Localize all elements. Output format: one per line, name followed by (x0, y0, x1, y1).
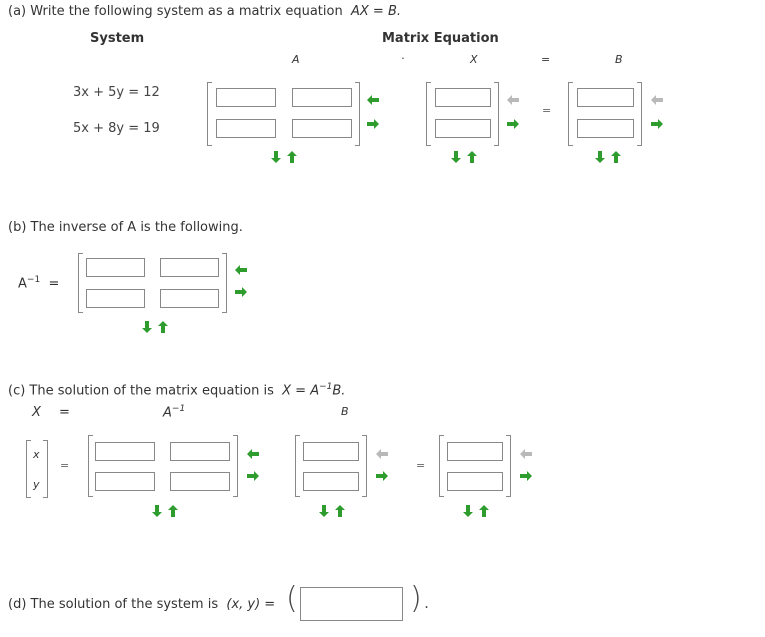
equals-sign: = (60, 459, 70, 472)
part-b-prompt: (b) The inverse of A is the following. (8, 220, 243, 235)
label-B: B (341, 405, 349, 418)
add-column-arrow-icon[interactable] (506, 118, 520, 130)
remove-column-arrow-icon (506, 94, 520, 106)
remove-column-arrow-icon[interactable] (366, 94, 380, 106)
close-paren: ). (410, 581, 432, 616)
matrix-A-inverse-cell-11[interactable] (86, 258, 145, 277)
matrix-c-B-left-bracket (295, 435, 300, 497)
matrix-c-A-inverse-cell-21[interactable] (95, 472, 155, 491)
add-row-arrow-icon[interactable] (594, 150, 606, 164)
part-d-prompt: (d) The solution of the system is (x, y) = (8, 597, 276, 612)
matrix-A-left-bracket (207, 82, 212, 146)
part-c-prompt: (c) The solution of the matrix equation is $X = A^{-1}B$. (8, 382, 346, 399)
A-inverse-label: $A^{-1}$ = (18, 275, 60, 292)
label-A: A (292, 53, 300, 66)
label-eq: = (541, 53, 551, 66)
matrix-c-B-cell-1[interactable] (303, 442, 359, 461)
label-eq: = (59, 405, 70, 420)
label-dot: · (401, 52, 405, 65)
add-column-arrow-icon[interactable] (519, 470, 533, 482)
matrix-B-cell-1[interactable] (577, 88, 634, 107)
matrix-A-inverse-right-bracket (222, 253, 227, 313)
matrix-c-A-inverse-cell-11[interactable] (95, 442, 155, 461)
system-eq-2: 5x + 8y = 19 (73, 121, 160, 136)
matrix-A-right-bracket (355, 82, 360, 146)
remove-row-arrow-icon[interactable] (610, 150, 622, 164)
remove-column-arrow-icon[interactable] (234, 264, 248, 276)
add-column-arrow-icon[interactable] (234, 286, 248, 298)
system-header: System (90, 31, 145, 46)
matrix-A-inverse-left-bracket (78, 253, 83, 313)
add-row-arrow-icon[interactable] (450, 150, 462, 164)
add-column-arrow-icon[interactable] (375, 470, 389, 482)
matrix-A-cell-12[interactable] (292, 88, 352, 107)
matrix-B-right-bracket (637, 82, 642, 146)
matrix-c-A-inverse-cell-22[interactable] (170, 472, 230, 491)
remove-column-arrow-icon (650, 94, 664, 106)
matrix-A-inverse-cell-21[interactable] (86, 289, 145, 308)
open-paren: ( (286, 581, 298, 616)
remove-row-arrow-icon[interactable] (286, 150, 298, 164)
matrix-c-result-cell-1[interactable] (447, 442, 503, 461)
matrix-A-inverse-cell-12[interactable] (160, 258, 219, 277)
part-a-prompt: (a) Write the following system as a matrix equation AX = B. (8, 4, 401, 19)
label-B: B (615, 53, 623, 66)
equals-sign: = (542, 104, 552, 117)
remove-column-arrow-icon (519, 448, 533, 460)
label-A-inverse: $A^{-1}$ (163, 404, 186, 421)
matrix-A-cell-11[interactable] (216, 88, 276, 107)
matrix-c-result-left-bracket (439, 435, 444, 497)
add-row-arrow-icon[interactable] (318, 504, 330, 518)
remove-row-arrow-icon[interactable] (334, 504, 346, 518)
remove-column-arrow-icon (375, 448, 389, 460)
matrix-equation-header: Matrix Equation (382, 31, 499, 46)
add-column-arrow-icon[interactable] (246, 470, 260, 482)
matrix-c-A-inverse-right-bracket (233, 435, 238, 497)
equals-sign: = (416, 459, 426, 472)
matrix-c-B-right-bracket (362, 435, 367, 497)
add-row-arrow-icon[interactable] (151, 504, 163, 518)
vector-right-bracket (43, 440, 48, 498)
matrix-A-inverse-cell-22[interactable] (160, 289, 219, 308)
vector-x: x (33, 448, 40, 461)
remove-row-arrow-icon[interactable] (478, 504, 490, 518)
matrix-A-cell-22[interactable] (292, 119, 352, 138)
matrix-X-cell-2[interactable] (435, 119, 491, 138)
label-X: X (470, 53, 478, 66)
remove-row-arrow-icon[interactable] (466, 150, 478, 164)
matrix-c-A-inverse-left-bracket (88, 435, 93, 497)
remove-row-arrow-icon[interactable] (157, 320, 169, 334)
add-row-arrow-icon[interactable] (462, 504, 474, 518)
matrix-B-cell-2[interactable] (577, 119, 634, 138)
system-eq-1: 3x + 5y = 12 (73, 85, 160, 100)
matrix-c-B-cell-2[interactable] (303, 472, 359, 491)
remove-column-arrow-icon[interactable] (246, 448, 260, 460)
remove-row-arrow-icon[interactable] (167, 504, 179, 518)
matrix-c-A-inverse-cell-12[interactable] (170, 442, 230, 461)
matrix-A-cell-21[interactable] (216, 119, 276, 138)
add-row-arrow-icon[interactable] (270, 150, 282, 164)
add-row-arrow-icon[interactable] (141, 320, 153, 334)
matrix-X-left-bracket (426, 82, 431, 146)
matrix-X-cell-1[interactable] (435, 88, 491, 107)
vector-left-bracket (26, 440, 31, 498)
matrix-X-right-bracket (494, 82, 499, 146)
part-a-prompt-eq: AX = B. (350, 4, 401, 19)
matrix-B-left-bracket (568, 82, 573, 146)
matrix-c-result-right-bracket (506, 435, 511, 497)
label-X: X (32, 405, 41, 420)
add-column-arrow-icon[interactable] (650, 118, 664, 130)
matrix-c-result-cell-2[interactable] (447, 472, 503, 491)
solution-input[interactable] (300, 587, 403, 621)
add-column-arrow-icon[interactable] (366, 118, 380, 130)
vector-y: y (33, 478, 40, 491)
